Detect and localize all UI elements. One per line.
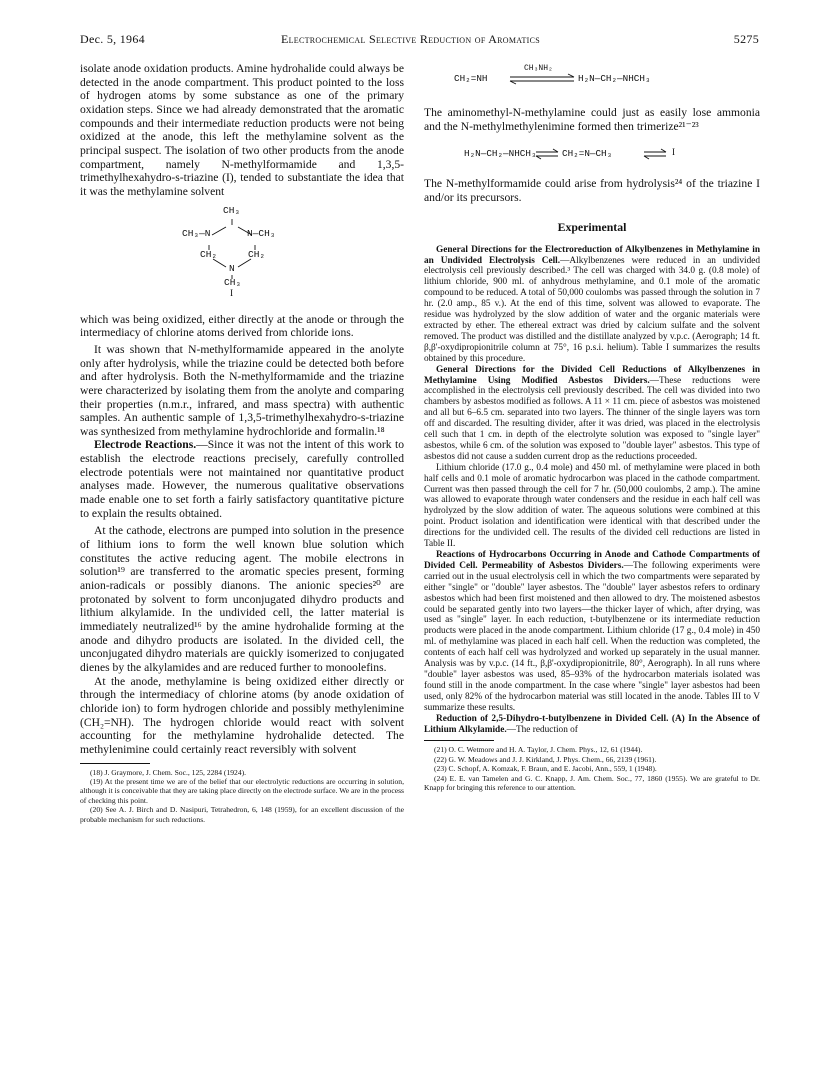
paragraph: The aminomethyl-N-methylamine could just as easily lose ammonia and the N-methylmethylenimine formed then trimerize²¹⁻²³ <box>424 106 760 133</box>
structure-label: I <box>230 288 234 299</box>
right-column <box>424 62 760 792</box>
paragraph: At the cathode, electrons are pumped into solution in the presence of lithium ions to form the well known blue solution which constitutes the active reducing agent. The mobile electrons in solution¹⁹ are transferred to the aromatic species present, forming anion-radicals or possibly dianons. The anionic species²⁰ are protonated by solvent to form unconjugated dihydro products and lithium alkylamide. In the undivided cell, the latter material is immediately neutralized¹⁶ by the amine hydrohalide forming at the anode and dihydro products are isolated. In the divided cell, the unconjugated dihydro materials are quickly isomerized to conjugated dienes by the alkylamides and are reduced further to monoolefins. <box>80 524 404 674</box>
run-in-heading: Reactions of Hydrocarbons Occurring in Anode and Cathode Compartments of Divided Cell. Permeability of Asbestos Dividers. <box>424 550 760 571</box>
paragraph <box>424 245 760 365</box>
footnote: (21) O. C. Wetmore and H. A. Taylor, J. Chem. Phys., 12, 61 (1944). <box>434 745 643 755</box>
footnote: (18) J. Graymore, J. Chem. Soc., 125, 2284 (1924). <box>90 767 247 777</box>
footnote: (19) At the present time we are of the belief that our electrolytic reductions are occurring in solution, although it is conceivable that they are taking place directly on the electrode surface. We are in the process of checking this point. <box>80 776 404 805</box>
structure-ch3-n-left: CH₃—N <box>182 227 211 239</box>
equation-2-left: H₂N—CH₂—NHCH₃ <box>464 148 537 160</box>
paragraph-text: —These reductions were accomplished in the electrolysis cell previously described. The cell was divided into two chambers by asbestos modified as follows. A 11 × 11 cm. piece of asbestos was moistened and all but 6–6.5 cm. separated into two layers. The thinner of the single layers was torn off and discarded. The resulting divider, after it was dried, was placed in the electrolysis cell such that 1 cm. in depth of the electrolyte solution was exposed to "single layer" asbestos, while 6 cm. of the solution was exposed to "double layer" asbestos. This type of asbestos did not cause a sudden current drop as the reductions proceeded. <box>424 375 760 462</box>
triazine-structure <box>80 199 404 299</box>
paragraph <box>424 365 760 463</box>
equation-1 <box>424 62 760 98</box>
structure-n-bottom: N <box>229 262 235 274</box>
run-in-heading: General Directions for the Electroreduction of Alkylbenzenes in Methylamine in an Undivided Electrolysis Cell. <box>424 244 760 266</box>
structure-ch2-right: CH₂ <box>248 248 266 260</box>
equation-1-left: CH₂=NH <box>454 73 488 84</box>
structure-ch3-top: CH₃ <box>223 204 241 216</box>
footnote: (22) G. W. Meadows and J. J. Kirkland, J. Phys. Chem., 66, 2139 (1961). <box>434 754 657 764</box>
section-heading-experimental: Experimental <box>557 219 627 234</box>
footnote: (20) See A. J. Birch and D. Nasipuri, Tetrahedron, 6, 148 (1959), for an excellent discussion of the probable mechanism for such reductions. <box>80 805 404 824</box>
paragraph <box>80 438 404 520</box>
paragraph-text: —Since it was not the intent of this work to establish the electrode reactions precisely, carefully controlled electrode potentials were not maintained nor quantitative product analyses made. However, the numerous qualitative observations made enable one to set forth a fairly satisfactory quantitative picture to explain the results obtained. <box>80 438 404 520</box>
footnote-rule <box>80 763 150 764</box>
structure-n-ch3-right: N—CH₃ <box>247 227 276 239</box>
run-in-heading: Reduction of 2,5-Dihydro-t-butylbenzene in Divided Cell. (A) In the Absence of Lithium Alkylamide. <box>424 713 760 735</box>
run-in-heading: Electrode Reactions. <box>94 438 197 452</box>
header-date: Dec. 5, 1964 <box>80 32 145 46</box>
paragraph: The N-methylformamide could arise from hydrolysis²⁴ of the triazine I and/or its precursors. <box>424 177 760 204</box>
paragraph: which was being oxidized, either directly at the anode or through the intermediacy of chlorine atoms derived from chloride ions. <box>80 312 404 340</box>
paragraph <box>424 714 760 736</box>
paragraph <box>424 550 760 714</box>
header-page-number: 5275 <box>733 32 759 46</box>
left-column <box>80 62 404 824</box>
paragraph: At the anode, methylamine is being oxidized either directly or through the intermediacy of chlorine atoms (by anode oxidation of chloride ion) to form hydrogen chloride and possibly methylenimine (CH₂=NH). The hydrogen chloride would react with solvent accounting for the methylamine hydrohalide detected. The methylenimine could certainly react reversibly with solvent <box>80 674 404 756</box>
run-in-heading: General Directions for the Divided Cell Reductions of Alkylbenzenes in Methylamine Using Modified Asbestos Dividers. <box>424 364 760 386</box>
footnote: (23) C. Schopf, A. Komzak, F. Braun, and E. Jacobi, Ann., 559, 1 (1948). <box>434 764 657 774</box>
footnote-rule <box>424 740 494 741</box>
header-title: Electrochemical Selective Reduction of Aromatics <box>280 32 541 46</box>
equation-1-reagent: CH₃NH₂ <box>524 64 553 73</box>
equation-2-right: I <box>672 148 676 159</box>
equation-2 <box>424 139 760 169</box>
paragraph-text: —Alkylbenzenes were reduced in an undivided electrolysis cell previously described.³ The cell was charged with 34.0 g. (0.8 mole) of lithium chloride, 900 ml. of anhydrous methylamine, and 0.1 mole of the aromatic compound to be reduced. A total of 50,000 coulombs was passed through the solution in 7 hr. (2.0 amp., 85 v.). At the end of this time, solvent was allowed to evaporate. The residue was hydrolyzed by the slow addition of water and the organic materials were extracted by ether. The ethereal extract was dried by calcium sulfate and the solvent removed. The product was distilled and the distillate analyzed by v.p.c. (Aerograph; 14 ft. β,β'-oxydipropionitrile column at 75°, 16 p.s.i. helium). Table I summarizes the results obtained by this procedure. <box>424 255 760 364</box>
paragraph: It was shown that N-methylformamide appeared in the anolyte only after hydrolysis, while the triazine could be detected both before and after hydrolysis. Both the N-methylformamide and the triazine were characterized by isolating them from the anolyte and comparing their properties (n.m.r., infrared, and mass spectra) with authentic samples. An authentic sample of 1,3,5-trimethylhexahydro-s-triazine was synthesized from methylamine hydrochloride and formalin.¹⁸ <box>80 342 404 438</box>
equation-1-right: H₂N—CH₂—NHCH₃ <box>578 73 651 84</box>
structure-ch2-left: CH₂ <box>200 248 218 260</box>
equation-2-middle: CH₂=N—CH₃ <box>562 148 613 160</box>
footnote: (24) E. E. van Tamelen and G. C. Knapp, J. Am. Chem. Soc., 77, 1860 (1955). We are grateful to Dr. Knapp for bringing this reference to our attention. <box>424 773 760 793</box>
paragraph-text: —The reduction of <box>506 724 578 735</box>
structure-ch3-bottom: CH₃ <box>224 276 242 288</box>
paragraph-text: —The following experiments were carried out in the usual electrolysis cell in which the two compartments were separated by either "single" or "double" layer asbestos. The "double" layer asbestos refers to ordinary asbestos which had been first moistened and then allowed to dry. The moistened asbestos could be separated gently into two layers—the thicker layer of which, after drying, was used as "single" layer. In each reduction, t-butylbenzene or its intermediate reduction products were placed in the anode compartment. Lithium chloride (17 g., 0.4 mole) in 450 ml. of methylamine was placed in each half cell. When the reduction was completed, the contents of each half cell was hydrolyzed and worked up separately in the usual manner. Analysis was by v.p.c. (14 ft., β,β'-oxydipropionitrile, 80°, Aerograph). In all runs where "double" layer asbestos was used, 85–93% of the hydrocarbon materials isolated was found still in the anode compartment. In the case where "single" layer asbestos had been used, only 82% of the hydrocarbon material was still located in the anode. Tables III to V summarize these results. <box>424 560 761 713</box>
structure-bonds <box>80 199 404 295</box>
paragraph: isolate anode oxidation products. Amine hydrohalide could always be detected in the anode compartment. This product pointed to the loss of hydrogen atoms by some substance as one of the primary oxidation steps. Since we had already demonstrated that the aromatic compounds and their intermediate reduction products were not being oxidized at the anode, this left the methylamine solvent as the principal suspect. The isolation of two other products from the anode compartment, namely N-methylformamide and 1,3,5-trimethylhexahydro-s-triazine (I), tended to substantiate the idea that it was the methylamine solvent <box>80 62 404 198</box>
paragraph: Lithium chloride (17.0 g., 0.4 mole) and 450 ml. of methylamine were placed in both half cells and 0.1 mole of aromatic hydrocarbon was placed in the cathode compartment. Current was then passed through the cell for 7 hr. (50,000 coulombs, 2 amp.). The amine was allowed to evaporate through water condensers and the residue in each half cell was hydrolyzed by the slow addition of water. The aqueous solutions were combined at this point. Product isolation and identification were identical with that described under the directions for the undivided cell. The results of the divided cell reductions are listed in Table II. <box>424 462 760 550</box>
